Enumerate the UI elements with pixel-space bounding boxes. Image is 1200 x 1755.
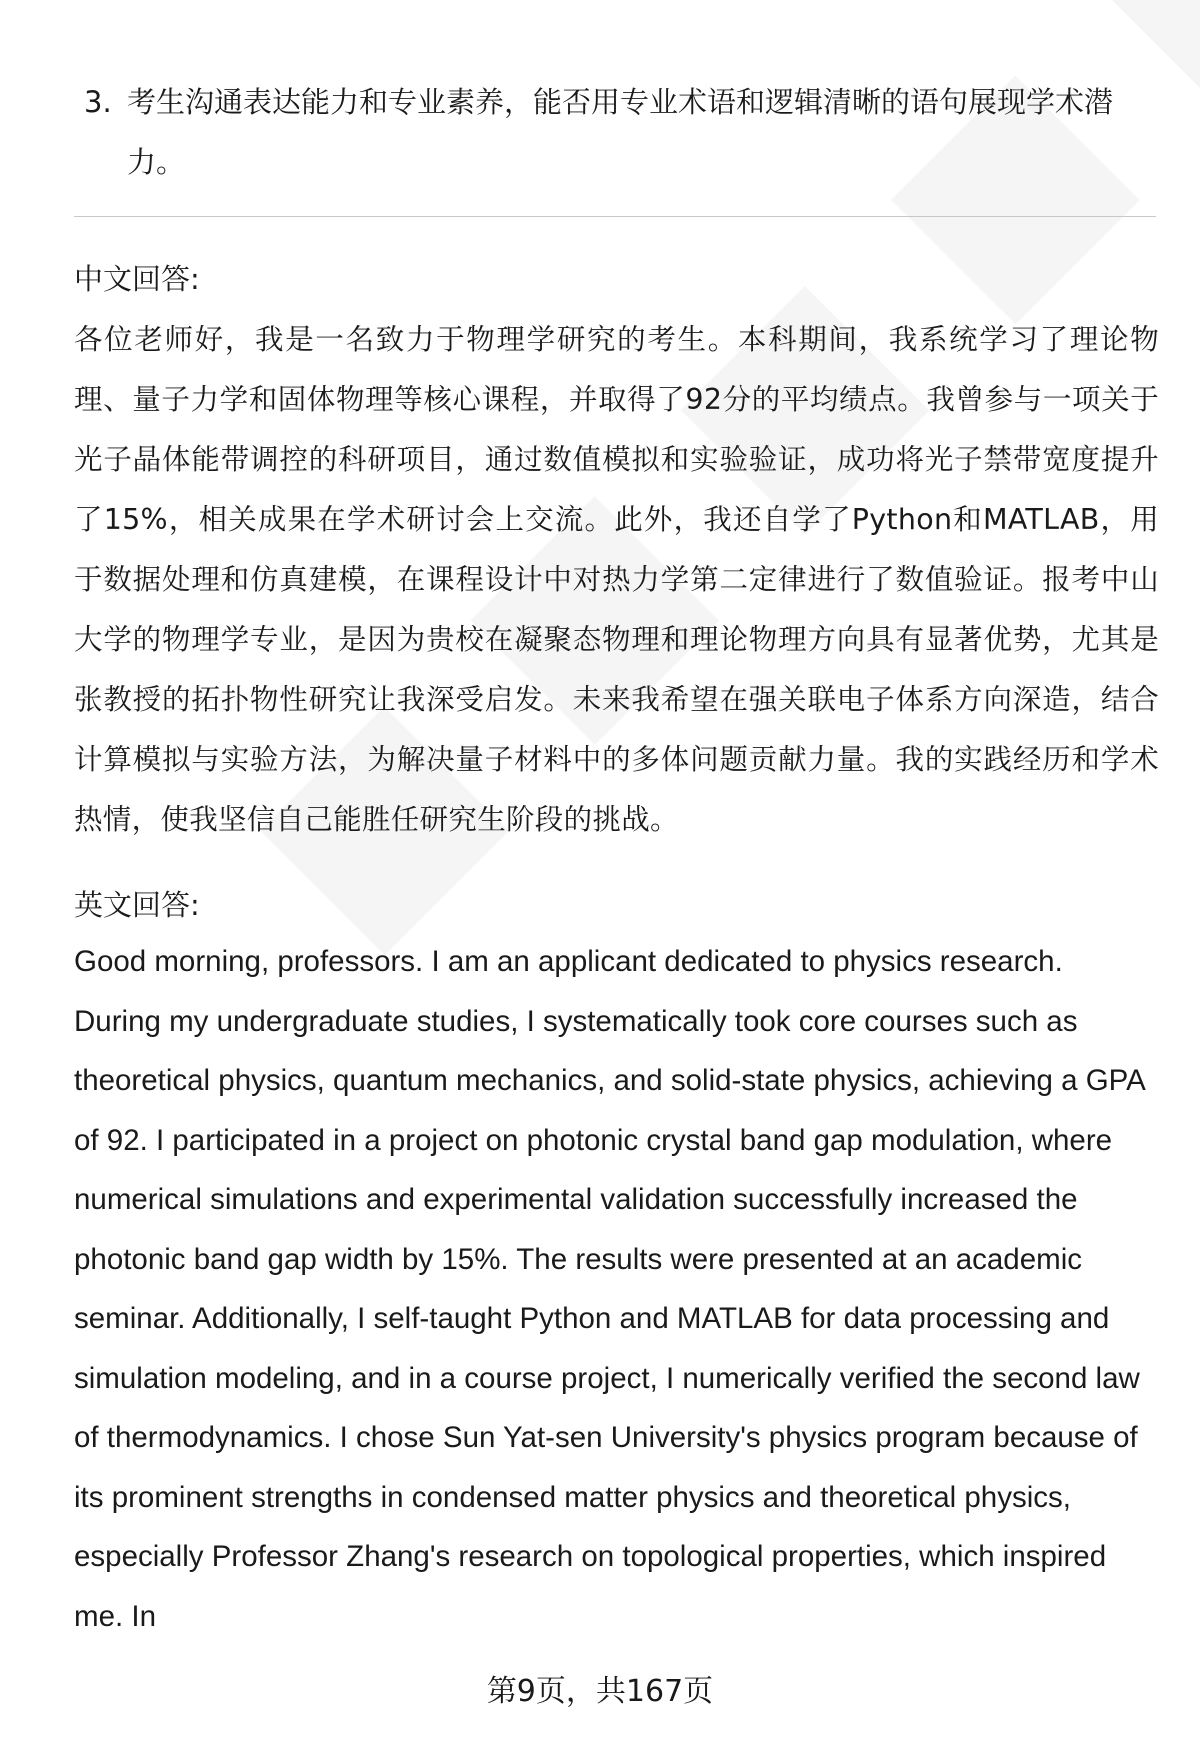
english-answer-body: Good morning, professors. I am an applicant dedicated to physics research. During my undergraduate studies, I systematically took core courses such as theoretical physics, quantum mechanics, and solid-state physics, achieving a GPA of 92. I participated in a project on photonic crystal band gap modulation, where numerical simulations and experimental validation successfully increased the photonic band gap width by 15%. The results were presented at an academic seminar. Additionally, I self-taught Python and MATLAB for data processing and simulation modeling, and in a course project, I numerically verified the second law of thermodynamics. I chose Sun Yat-sen University's physics program because of its prominent strengths in condensed matter physics and theoretical physics, especially Professor Zhang's research on topological properties, which inspired me. In bbox=[74, 945, 1145, 1633]
page-footer: 第9页，共167页 bbox=[486, 1674, 714, 1709]
list-item-text: 考生沟通表达能力和专业素养，能否用专业术语和逻辑清晰的语句展现学术潜力。 bbox=[127, 85, 1114, 179]
list-number: 3. bbox=[84, 85, 112, 119]
criteria-list-item bbox=[84, 72, 1154, 192]
english-answer-label: 英文回答: bbox=[74, 888, 200, 922]
chinese-answer-body: 各位老师好，我是一名致力于物理学研究的考生。本科期间，我系统学习了理论物理、量子力学和固体物理等核心课程，并取得了92分的平均绩点。我曾参与一项关于光子晶体能带调控的科研项目，通过数值模拟和实验验证，成功将光子禁带宽度提升了15%，相关成果在学术研讨会上交流。此外，我还自学了Python和MATLAB，用于数据处理和仿真建模，在课程设计中对热力学第二定律进行了数值验证。报考中山大学的物理学专业，是因为贵校在凝聚态物理和理论物理方向具有显著优势，尤其是张教授的拓扑物性研究让我深受启发。未来我希望在强关联电子体系方向深造，结合计算模拟与实验方法，为解决量子材料中的多体问题贡献力量。我的实践经历和学术热情，使我坚信自己能胜任研究生阶段的挑战。 bbox=[74, 323, 1159, 836]
section-divider bbox=[74, 216, 1156, 217]
chinese-answer-label: 中文回答: bbox=[74, 262, 200, 296]
